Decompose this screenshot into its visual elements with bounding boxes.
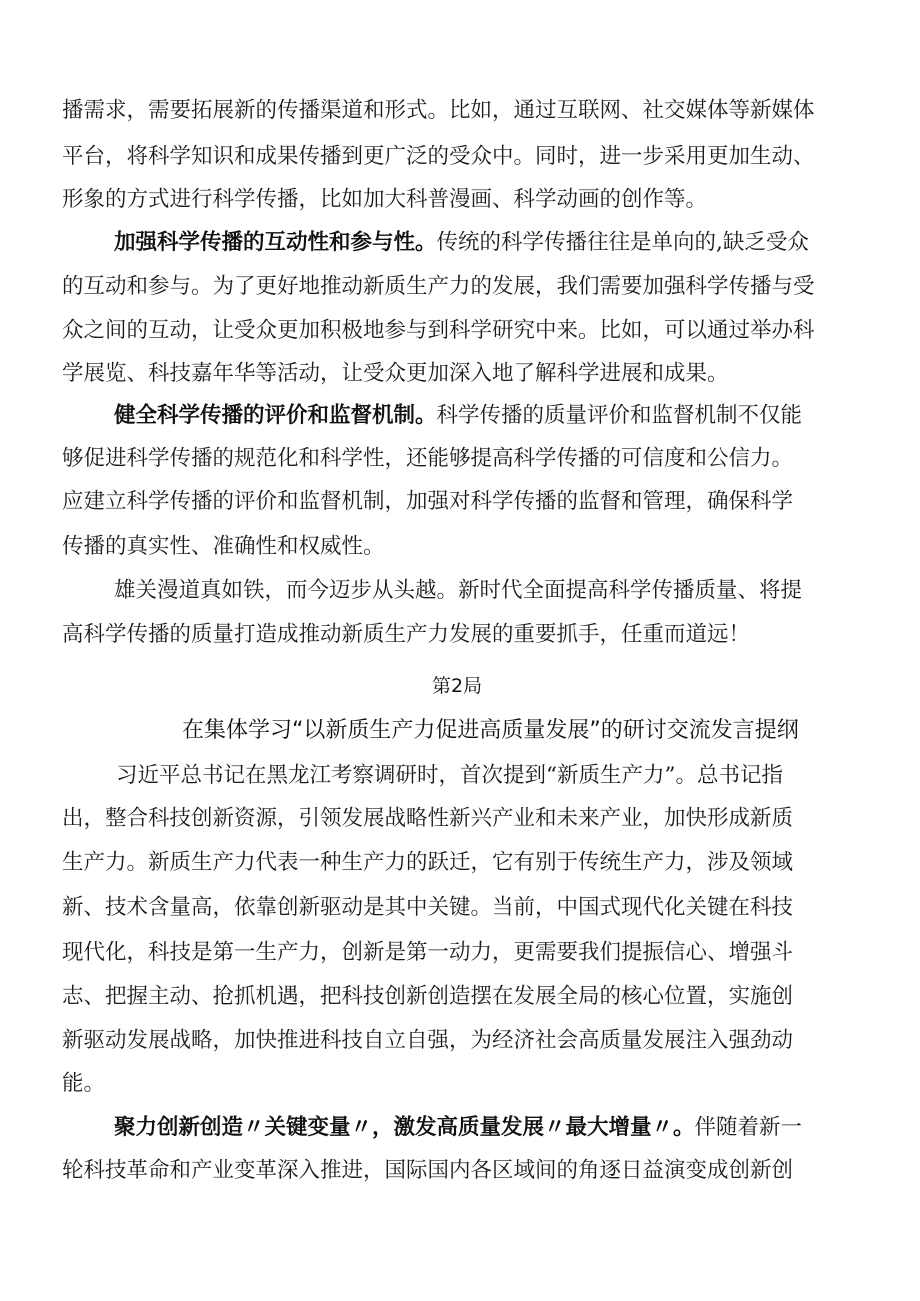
text-line: 轮科技革命和产业变革深入推进，国际国内各区域间的角逐日益演变成创新创 xyxy=(62,1158,794,1183)
text-line: 学展览、科技嘉年华等活动，让受众更加深入地了解科学进展和成果。 xyxy=(62,361,729,386)
text-line: 众之间的互动，让受众更加积极地参与到科学研究中来。比如，可以通过举办科 xyxy=(62,318,815,343)
text-line: 出，整合科技创新资源，引领发展战略性新兴产业和未来产业，加快形成新质 xyxy=(62,806,794,831)
text-line: 生产力。新质生产力代表一种生产力的跃迁，它有别于传统生产力，涉及领域 xyxy=(62,850,794,875)
bold-lead: 聚力创新创造〃关键变量〃，激发高质量发展〃最大增量〃。 xyxy=(114,1115,695,1140)
text-line: 够促进科学传播的规范化和科学性，还能够提高科学传播的可信度和公信力。 xyxy=(62,446,794,471)
text-line: 传播的真实性、准确性和权威性。 xyxy=(62,534,385,559)
text-run: 伴随着新一 xyxy=(694,1115,803,1140)
text-run: 科学传播的质量评价和监督机制不仅能 xyxy=(436,403,803,428)
text-line xyxy=(114,232,809,254)
text-line: 应建立科学传播的评价和监督机制，加强对科学传播的监督和管理，确保科学 xyxy=(62,489,794,514)
text-line: 新驱动发展战略，加快推进科技自立自强，为经济社会高质量发展注入强劲动 xyxy=(62,1028,794,1053)
text-line: 志、把握主动、抢抓机遇，把科技创新创造摆在发展全局的核心位置，实施创 xyxy=(62,984,794,1009)
text-line: 雄关漫道真如铁，而今迈步从头越。新时代全面提高科学传播质量、将提 xyxy=(114,578,803,603)
text-run: 传统的科学传播往往是单向的,缺乏受众 xyxy=(436,230,809,255)
section-title: 在集体学习“以新质生产力促进高质量发展”的研讨交流发言提纲 xyxy=(182,718,799,743)
text-line: 的互动和参与。为了更好地推动新质生产力的发展，我们需要加强科学传播与受 xyxy=(62,274,815,299)
text-line: 平台，将科学知识和成果传播到更广泛的受众中。同时，进一步采用更加生动、 xyxy=(62,144,815,169)
section-label: 第2局 xyxy=(432,675,483,697)
text-line: 形象的方式进行科学传播，比如加大科普漫画、科学动画的创作等。 xyxy=(62,187,708,212)
text-line: 现代化，科技是第一生产力，创新是第一动力，更需要我们提振信心、增强斗 xyxy=(62,940,794,965)
bold-lead: 加强科学传播的互动性和参与性。 xyxy=(114,230,437,255)
text-line: 习近平总书记在黑龙江考察调研时，首次提到“新质生产力”。总书记指 xyxy=(116,763,783,788)
text-line: 高科学传播的质量打造成推动新质生产力发展的重要抓手，任重而道远！ xyxy=(62,622,751,647)
text-line xyxy=(114,1117,802,1139)
bold-lead: 健全科学传播的评价和监督机制。 xyxy=(114,403,437,428)
text-line: 播需求，需要拓展新的传播渠道和形式。比如，通过互联网、社交媒体等新媒体 xyxy=(62,98,815,123)
text-line: 能。 xyxy=(62,1071,106,1096)
text-line: 新、技术含量高，依靠创新驱动是其中关键。当前，中国式现代化关键在科技 xyxy=(62,895,794,920)
text-line xyxy=(114,405,802,427)
